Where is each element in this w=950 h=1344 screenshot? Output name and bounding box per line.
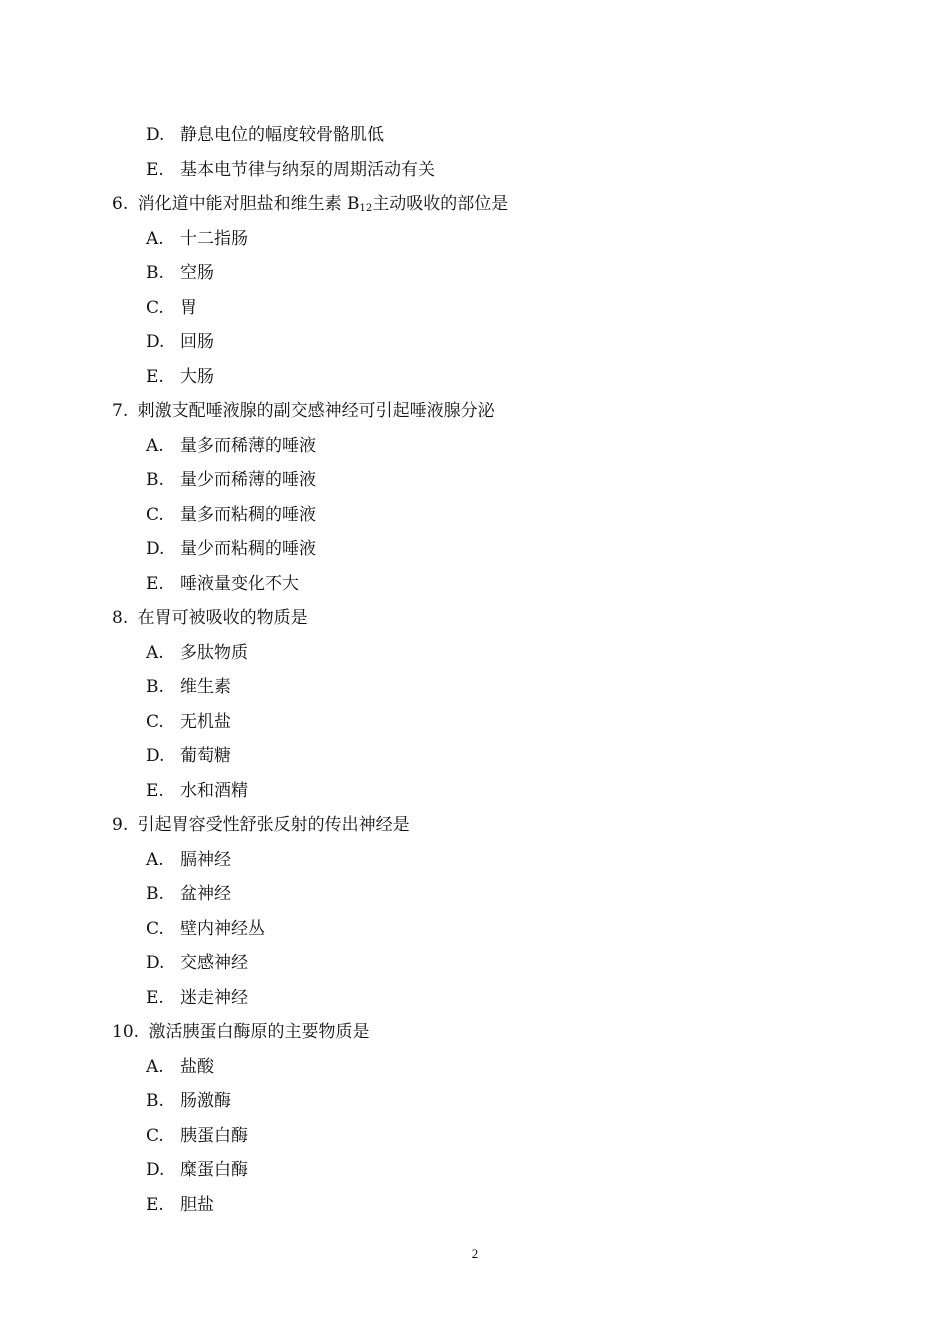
question-stem [112, 394, 872, 429]
option-letter: A. [146, 1056, 164, 1077]
question-number: 10. [112, 1022, 140, 1042]
option-text: 大肠 [180, 366, 214, 387]
option-text: 肠激酶 [180, 1091, 231, 1111]
option-letter: B. [146, 677, 164, 697]
option-line [112, 463, 872, 498]
option-letter: A. [146, 228, 164, 249]
option-letter: A. [146, 849, 164, 870]
option-letter: C. [146, 711, 164, 732]
option-letter: C. [146, 1125, 164, 1146]
option-letter: C. [146, 297, 164, 318]
option-text: 交感神经 [180, 953, 248, 973]
option-text: 壁内神经丛 [180, 918, 265, 939]
option-letter: D. [146, 1160, 165, 1180]
question-number: 6. [112, 194, 129, 214]
option-text: 量多而粘稠的唾液 [180, 504, 316, 525]
option-text: 膈神经 [180, 849, 231, 870]
option-line [112, 567, 872, 602]
option-text: 量少而粘稠的唾液 [180, 539, 316, 559]
option-text: 迷走神经 [180, 987, 248, 1008]
option-letter: E. [146, 1194, 164, 1215]
option-line [112, 877, 872, 912]
option-line [112, 532, 872, 567]
option-line [112, 1188, 872, 1223]
option-line [112, 705, 872, 740]
option-text: 量多而稀薄的唾液 [180, 435, 316, 456]
question-stem [112, 601, 872, 636]
question-stem [112, 187, 872, 222]
option-line [112, 981, 872, 1016]
option-letter: C. [146, 504, 164, 525]
option-letter: D. [146, 332, 165, 352]
option-line [112, 256, 872, 291]
option-letter: B. [146, 263, 164, 283]
option-text: 回肠 [180, 332, 214, 352]
option-line [112, 498, 872, 533]
option-text: 盐酸 [180, 1056, 214, 1077]
option-text: 糜蛋白酶 [180, 1160, 248, 1180]
question-text: 消化道中能对胆盐和维生素 B [137, 194, 360, 214]
option-text: 胃 [180, 297, 197, 318]
option-line [112, 774, 872, 809]
option-text: 葡萄糖 [180, 746, 231, 766]
option-letter: E. [146, 987, 164, 1008]
option-text: 基本电节律与纳泵的周期活动有关 [180, 159, 435, 180]
question-number: 7. [112, 401, 129, 421]
option-line [112, 1153, 872, 1188]
option-line [112, 1050, 872, 1085]
option-line [112, 153, 872, 188]
option-text: 盆神经 [180, 884, 231, 904]
option-line [112, 1119, 872, 1154]
option-letter: D. [146, 953, 165, 973]
option-letter: C. [146, 918, 164, 939]
question-text: 引起胃容受性舒张反射的传出神经是 [137, 815, 410, 835]
option-letter: E. [146, 780, 164, 801]
option-letter: E. [146, 366, 164, 387]
option-text: 空肠 [180, 263, 214, 283]
option-line [112, 118, 872, 153]
option-line [112, 222, 872, 257]
subscript: 12 [359, 203, 373, 214]
option-text: 多肽物质 [180, 642, 248, 663]
option-text: 量少而稀薄的唾液 [180, 470, 316, 490]
option-text: 唾液量变化不大 [180, 573, 299, 594]
option-line [112, 636, 872, 671]
option-letter: E. [146, 159, 164, 180]
page-number: 2 [471, 1246, 479, 1261]
option-line [112, 360, 872, 395]
option-letter: D. [146, 125, 165, 145]
option-letter: A. [146, 642, 164, 663]
question-text: 主动吸收的部位是 [372, 194, 509, 214]
option-line [112, 670, 872, 705]
question-stem [112, 1015, 872, 1050]
option-text: 胆盐 [180, 1194, 214, 1215]
question-number: 9. [112, 815, 129, 835]
option-text: 静息电位的幅度较骨骼肌低 [180, 125, 384, 145]
question-number: 8. [112, 608, 129, 628]
option-text: 十二指肠 [180, 228, 248, 249]
option-line [112, 325, 872, 360]
question-stem [112, 808, 872, 843]
question-list [112, 118, 872, 1222]
option-line [112, 843, 872, 878]
option-text: 维生素 [180, 677, 231, 697]
question-text: 在胃可被吸收的物质是 [137, 608, 308, 628]
option-letter: B. [146, 884, 164, 904]
option-line [112, 946, 872, 981]
option-text: 无机盐 [180, 711, 231, 732]
option-text: 胰蛋白酶 [180, 1125, 248, 1146]
option-letter: B. [146, 1091, 164, 1111]
option-text: 水和酒精 [180, 780, 248, 801]
option-letter: B. [146, 470, 164, 490]
option-letter: D. [146, 539, 165, 559]
question-text: 激活胰蛋白酶原的主要物质是 [148, 1022, 370, 1042]
option-letter: A. [146, 435, 164, 456]
option-line [112, 912, 872, 947]
option-line [112, 739, 872, 774]
option-line [112, 291, 872, 326]
option-line [112, 429, 872, 464]
option-letter: D. [146, 746, 165, 766]
option-letter: E. [146, 573, 164, 594]
question-text: 刺激支配唾液腺的副交感神经可引起唾液腺分泌 [137, 401, 495, 421]
option-line [112, 1084, 872, 1119]
